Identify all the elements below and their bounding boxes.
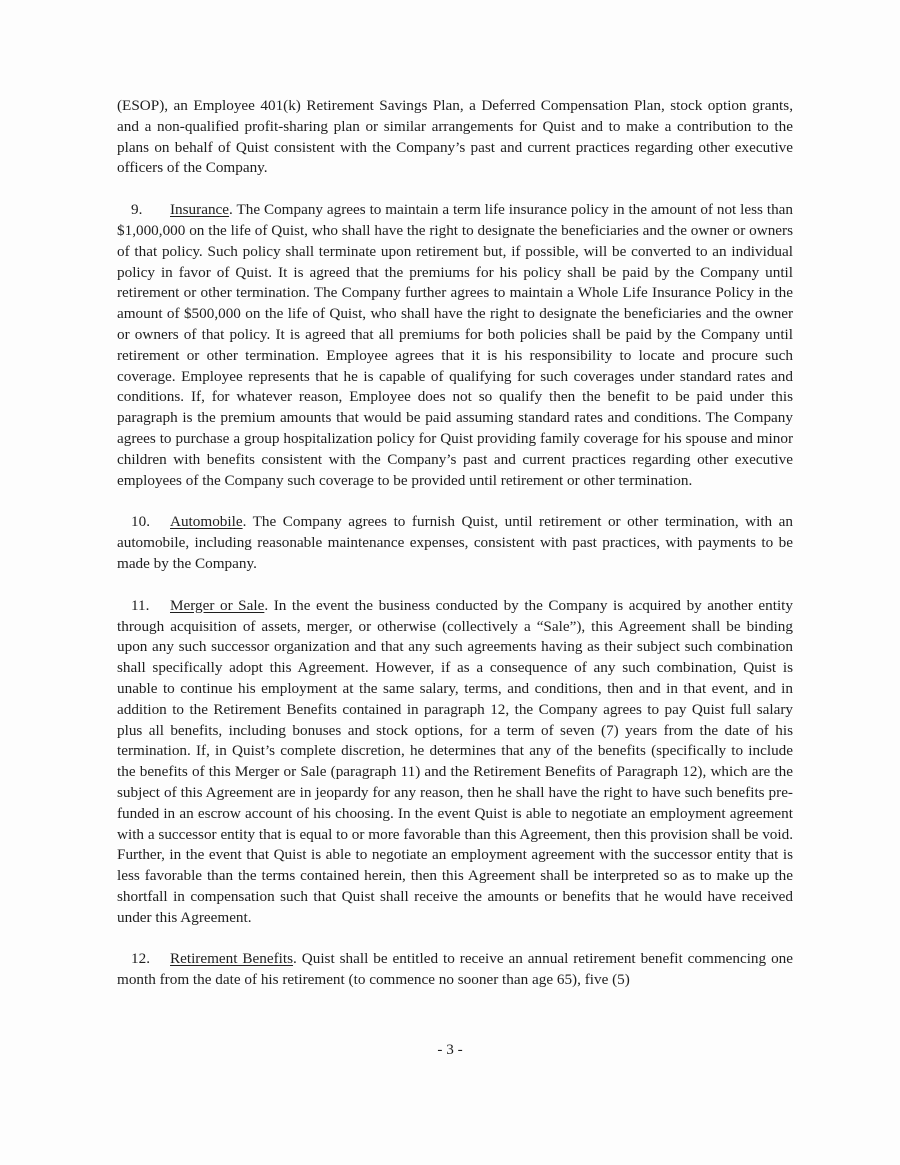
section-9-insurance	[117, 200, 793, 491]
section-12-retirement-benefits	[117, 949, 793, 991]
section-heading: Insurance	[170, 201, 230, 219]
continuation-text: (ESOP), an Employee 401(k) Retirement Savings Plan, a Deferred Compensation Plan, stock option grants, and a non-qualified profit-sharing plan or similar arrangements for Quist and to make a contribution to the plans on behalf of Quist consistent with the Company’s past and current practices regarding other executive officers of the Company.	[117, 97, 793, 177]
section-body: . The Company agrees to maintain a term life insurance policy in the amount of not less than $1,000,000 on the life of Quist, who shall have the right to designate the beneficiaries and the owner or owners of that policy. Such policy shall terminate upon retirement but, if possible, will be converted to an individual policy in favor of Quist. It is agreed that the premiums for his policy shall be paid by the Company until retirement or other termination. The Company further agrees to maintain a Whole Life Insurance Policy in the amount of $500,000 on the life of Quist, who shall have the right to designate the beneficiaries and the owner or owners of that policy. It is agreed that all premiums for both policies shall be paid by the Company until retirement or other termination. Employee agrees that it is his responsibility to locate and procure such coverage. Employee represents that he is capable of qualifying for such coverages under standard rates and conditions. If, for whatever reason, Employee does not so qualify then the benefit to be paid under this paragraph is the premium amounts that would be paid assuming standard rates and conditions. The Company agrees to purchase a group hospitalization policy for Quist providing family coverage for his spouse and minor children with benefits consistent with the Company’s past and current practices regarding other executive employees of the Company such coverage to be provided until retirement or other termination.	[117, 201, 793, 489]
section-body: . In the event the business conducted by the Company is acquired by another entity through acquisition of assets, merger, or otherwise (collectively a “Sale”), this Agreement shall be binding upon any such successor organization and that any such agreements having as their subject such combination shall specifically adopt this Agreement. However, if as a consequence of any such combination, Quist is unable to continue his employment at the same salary, terms, and conditions, then and in that event, and in addition to the Retirement Benefits contained in paragraph 12, the Company agrees to pay Quist full salary plus all benefits, including bonuses and stock options, for a term of seven (7) years from the date of his termination. If, in Quist’s complete discretion, he determines that any of the benefits (specifically to include the benefits of this Merger or Sale (paragraph 11) and the Retirement Benefits of Paragraph 12), which are the subject of this Agreement are in jeopardy for any reason, then he shall have the right to have such benefits pre-funded in an escrow account of his choosing. In the event Quist is able to negotiate an employment agreement with a successor entity that is equal to or more favorable than this Agreement, then this provision shall be void. Further, in the event that Quist is able to negotiate an employment agreement with the successor entity that is less favorable than the terms contained herein, then this Agreement shall be interpreted so as to make up the shortfall in compensation such that Quist shall receive the amounts or benefits that he would have received under this Agreement.	[117, 596, 793, 926]
section-number: 10.	[131, 513, 150, 531]
section-10-automobile	[117, 512, 793, 574]
section-body: . The Company agrees to furnish Quist, until retirement or other termination, with an automobile, including reasonable maintenance expenses, consistent with past practices, with payments to be made by the Company.	[117, 513, 793, 572]
section-heading: Retirement Benefits	[170, 950, 294, 968]
section-number: 9.	[131, 201, 143, 219]
section-number: 11.	[131, 596, 150, 614]
page-number: - 3 -	[437, 1041, 463, 1058]
document-body	[117, 96, 793, 991]
section-11-merger-or-sale	[117, 596, 793, 929]
section-heading: Automobile	[170, 513, 243, 531]
section-body: . Quist shall be entitled to receive an annual retirement benefit commencing one month from the date of his retirement (to commence no sooner than age 65), five (5)	[117, 950, 793, 989]
continuation-paragraph	[117, 96, 793, 179]
section-heading: Merger or Sale	[170, 596, 265, 614]
section-number: 12.	[131, 950, 150, 968]
